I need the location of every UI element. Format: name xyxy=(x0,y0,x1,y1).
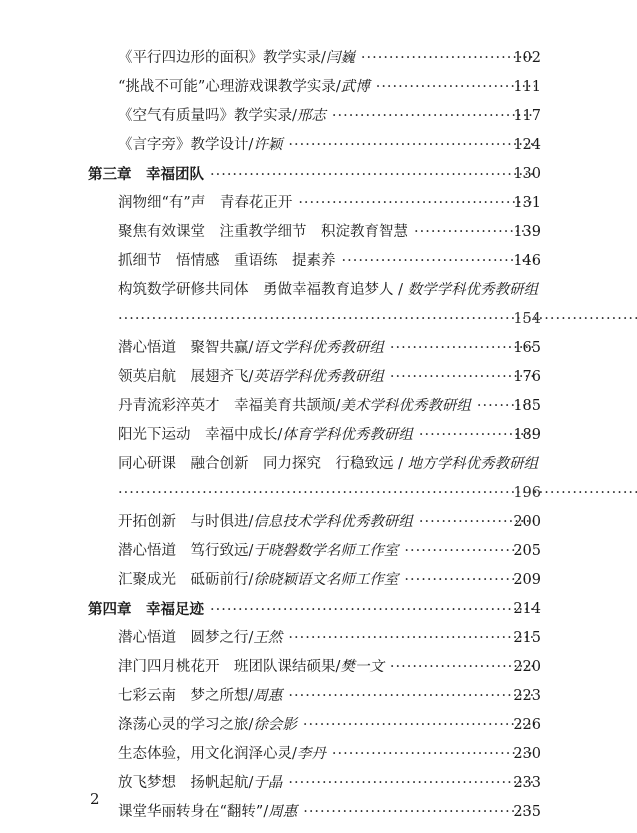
author-separator: / xyxy=(248,137,254,153)
dot-leader xyxy=(210,161,535,190)
toc-entry-page: 205 xyxy=(513,543,541,559)
toc-entry-author: 徐晓颖语文名师工作室 xyxy=(253,572,399,588)
toc-entry-page: 200 xyxy=(513,514,541,530)
toc-entry[interactable] xyxy=(0,508,637,537)
chapter-title: 第四章 幸福足迹 xyxy=(88,601,204,618)
author-separator: / xyxy=(248,369,254,385)
toc-entry-author: 武博 xyxy=(340,79,370,95)
toc-entry[interactable] xyxy=(0,73,637,102)
dot-leader xyxy=(298,189,535,218)
dot-leader xyxy=(303,798,535,827)
toc-entry-author: 许颖 xyxy=(253,137,283,153)
toc-entry-page: 146 xyxy=(513,253,541,269)
table-of-contents xyxy=(0,44,637,827)
toc-entry-page: 230 xyxy=(513,746,541,762)
toc-entry-page: 102 xyxy=(513,50,541,66)
toc-entry-title: 开拓创新 与时俱进 xyxy=(118,514,249,530)
toc-entry[interactable] xyxy=(0,740,637,769)
toc-entry-multiline[interactable] xyxy=(0,450,637,479)
toc-entry[interactable] xyxy=(0,421,637,450)
toc-entry-author: 李丹 xyxy=(296,746,326,762)
toc-entry-title: 润物细“有”声 青春花正开 xyxy=(118,195,293,211)
toc-entry[interactable] xyxy=(0,682,637,711)
author-separator: / xyxy=(248,514,254,530)
toc-entry-page: 223 xyxy=(513,688,541,704)
toc-entry-title: 课堂华丽转身在“翻转” xyxy=(118,804,264,820)
dot-leader xyxy=(361,44,535,73)
toc-entry[interactable] xyxy=(0,566,637,595)
author-separator: / xyxy=(335,398,341,414)
toc-entry-title: 七彩云南 梦之所想 xyxy=(118,688,249,704)
toc-entry-author: 地方学科优秀教研组 xyxy=(407,456,539,472)
author-separator: / xyxy=(321,50,326,66)
dot-leader xyxy=(288,624,535,653)
toc-entry-author: 周惠 xyxy=(253,688,283,704)
toc-entry-author: 数学学科优秀教研组 xyxy=(407,282,539,298)
author-separator: / xyxy=(335,79,341,95)
toc-entry-title: 丹青流彩淬英才 幸福美育共颉颃 xyxy=(118,398,336,414)
dot-leader xyxy=(332,102,535,131)
dot-leader xyxy=(376,73,535,102)
toc-entry-page: 131 xyxy=(513,195,541,211)
toc-entry-page: 111 xyxy=(513,79,541,95)
chapter-page: 130 xyxy=(513,166,541,182)
chapter-page: 214 xyxy=(513,601,541,617)
author-separator: / xyxy=(248,775,254,791)
toc-entry-page: 154 xyxy=(513,311,541,327)
toc-entry-title: 抓细节 悟情感 重语练 提素养 xyxy=(118,253,336,269)
toc-entry-page: 185 xyxy=(513,398,541,414)
dot-leader xyxy=(332,740,535,769)
toc-entry-title: 聚焦有效课堂 注重教学细节 积淀教育智慧 xyxy=(118,224,408,240)
toc-entry[interactable] xyxy=(0,334,637,363)
author-separator: / xyxy=(248,688,254,704)
toc-entry-page: 235 xyxy=(513,804,541,820)
chapter-heading[interactable] xyxy=(0,595,637,624)
author-separator: / xyxy=(277,427,283,443)
author-separator: / xyxy=(263,804,269,820)
dot-leader xyxy=(288,131,535,160)
toc-entry-continuation xyxy=(0,479,637,508)
toc-entry-author: 语文学科优秀教研组 xyxy=(253,340,384,356)
toc-entry-page: 139 xyxy=(513,224,541,240)
author-separator: / xyxy=(335,659,341,675)
toc-entry-author: 王然 xyxy=(253,630,283,646)
toc-entry-page: 233 xyxy=(513,775,541,791)
toc-entry-continuation xyxy=(0,305,637,334)
toc-entry[interactable] xyxy=(0,247,637,276)
toc-entry-title: 汇聚成光 砥砺前行 xyxy=(118,572,249,588)
toc-entry-author: 信息技术学科优秀教研组 xyxy=(253,514,413,530)
author-separator: / xyxy=(292,108,297,124)
toc-entry-title: 生态体验，用文化润泽心灵 xyxy=(118,746,292,762)
toc-entry[interactable] xyxy=(0,537,637,566)
toc-entry-multiline[interactable] xyxy=(0,276,637,305)
page-number: 2 xyxy=(90,790,100,808)
dot-leader xyxy=(210,596,535,625)
toc-entry-title: 构筑数学研修共同体 勇做幸福教育追梦人 xyxy=(118,282,394,298)
chapter-heading[interactable] xyxy=(0,160,637,189)
toc-entry-author: 樊一文 xyxy=(340,659,384,675)
toc-entry[interactable] xyxy=(0,189,637,218)
toc-entry-author: 体育学科优秀教研组 xyxy=(282,427,413,443)
toc-entry[interactable] xyxy=(0,624,637,653)
toc-entry-title: 放飞梦想 扬帆起航 xyxy=(118,775,249,791)
toc-entry-page: 215 xyxy=(513,630,541,646)
toc-entry-page: 124 xyxy=(513,137,541,153)
toc-entry-title: “挑战不可能”心理游戏课教学实录 xyxy=(118,79,336,95)
author-separator: / xyxy=(248,543,254,559)
toc-entry-title: 《平行四边形的面积》教学实录 xyxy=(118,50,321,66)
toc-entry-title: 潜心悟道 聚智共赢 xyxy=(118,340,249,356)
toc-entry-page: 176 xyxy=(513,369,541,385)
toc-entry-page: 189 xyxy=(513,427,541,443)
toc-entry-page: 117 xyxy=(513,108,541,124)
toc-entry-title: 《言字旁》教学设计 xyxy=(118,137,249,153)
dot-leader xyxy=(118,311,637,327)
toc-entry-author: 闫巍 xyxy=(325,50,355,66)
dot-leader xyxy=(118,485,637,501)
toc-entry-page: 196 xyxy=(513,485,541,501)
toc-entry-title: 潜心悟道 圆梦之行 xyxy=(118,630,249,646)
dot-leader xyxy=(342,247,536,276)
toc-entry-title: 领英启航 展翅齐飞 xyxy=(118,369,249,385)
toc-entry[interactable] xyxy=(0,218,637,247)
toc-entry-title: 涤荡心灵的学习之旅 xyxy=(118,717,249,733)
toc-entry-page: 209 xyxy=(513,572,541,588)
toc-entry-title: 津门四月桃花开 班团队课结硕果 xyxy=(118,659,336,675)
dot-leader xyxy=(288,769,535,798)
toc-entry-author: 于晓磐数学名师工作室 xyxy=(253,543,399,559)
toc-entry-title: 同心研课 融合创新 同力探究 行稳致远 xyxy=(118,456,394,472)
author-separator: / xyxy=(248,572,254,588)
toc-entry[interactable] xyxy=(0,711,637,740)
dot-leader xyxy=(288,682,535,711)
dot-leader xyxy=(303,711,535,740)
author-separator: / xyxy=(248,717,254,733)
toc-entry-title: 潜心悟道 笃行致远 xyxy=(118,543,249,559)
toc-entry-author: 于晶 xyxy=(253,775,283,791)
author-separator: / xyxy=(393,456,408,472)
toc-entry-title: 阳光下运动 幸福中成长 xyxy=(118,427,278,443)
toc-entry[interactable] xyxy=(0,102,637,131)
author-separator: / xyxy=(248,630,254,646)
toc-entry[interactable] xyxy=(0,44,637,73)
toc-entry-author: 美术学科优秀教研组 xyxy=(340,398,471,414)
chapter-title: 第三章 幸福团队 xyxy=(88,166,204,183)
toc-entry[interactable] xyxy=(0,131,637,160)
author-separator: / xyxy=(393,282,408,298)
toc-entry-author: 周惠 xyxy=(268,804,298,820)
toc-entry[interactable] xyxy=(0,392,637,421)
toc-entry-page: 165 xyxy=(513,340,541,356)
toc-entry-title: 《空气有质量吗》教学实录 xyxy=(118,108,292,124)
toc-entry-page: 226 xyxy=(513,717,541,733)
toc-entry-page: 220 xyxy=(513,659,541,675)
toc-entry[interactable] xyxy=(0,363,637,392)
author-separator: / xyxy=(248,340,254,356)
toc-entry-author: 英语学科优秀教研组 xyxy=(253,369,384,385)
toc-entry[interactable] xyxy=(0,653,637,682)
author-separator: / xyxy=(292,746,297,762)
toc-entry-author: 邢志 xyxy=(296,108,326,124)
toc-entry-author: 徐会影 xyxy=(253,717,297,733)
